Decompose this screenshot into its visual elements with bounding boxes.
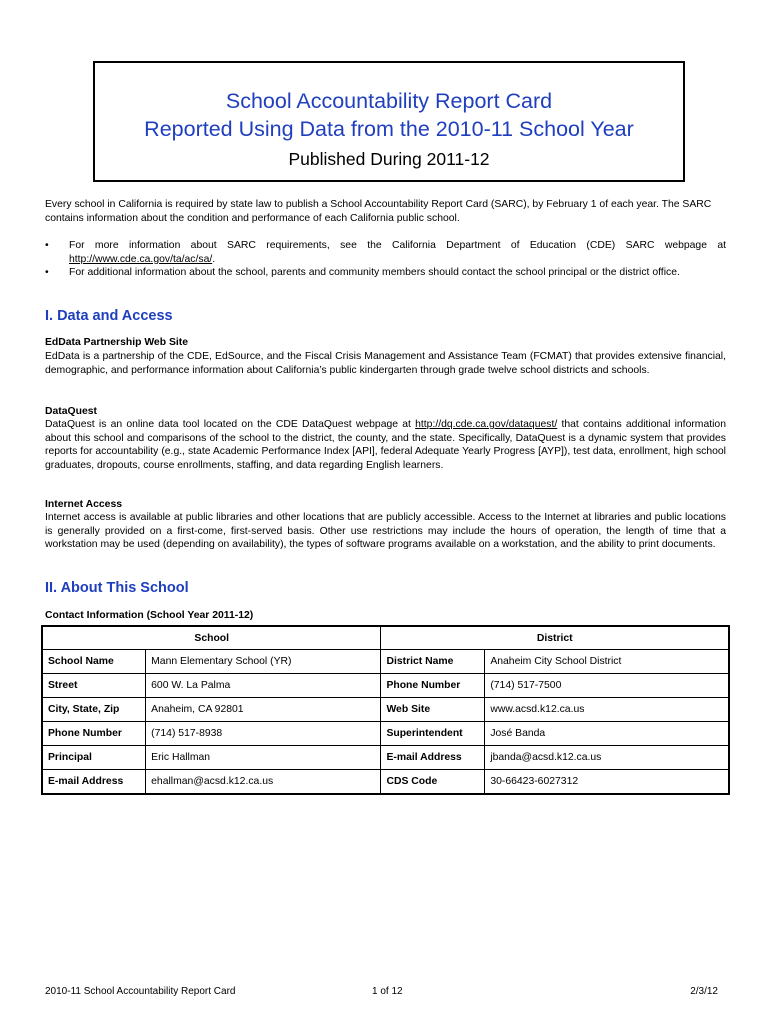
intro-bullet-contact bbox=[45, 266, 726, 280]
internet-access-paragraph: Internet access is available at public libraries and other locations that are publicly accessible. Access to the Internet at libraries and public locations is generally provided on a first-come, first-served basis. Other use restrictions may include the hours of operation, the length of time that a workstation may be used (depending on availability), the types of software programs available on a workstation, and the ability to print documents. bbox=[45, 512, 726, 550]
internet-access-heading: Internet Access bbox=[45, 499, 123, 510]
footer-date: 2/3/12 bbox=[690, 986, 718, 997]
principal-label: Principal bbox=[42, 746, 146, 770]
district-column-header: District bbox=[381, 626, 729, 650]
footer-page-number: 1 of 12 bbox=[372, 986, 403, 997]
intro-paragraph: Every school in California is required by state law to publish a School Accountability Report Card (SARC), by February 1 of each year. The SARC contains information about the condition and performance of each California public school. bbox=[45, 199, 712, 224]
sarc-webpage-link[interactable]: http://www.cde.ca.gov/ta/ac/sa/ bbox=[69, 253, 213, 265]
dataquest-heading: DataQuest bbox=[45, 406, 97, 417]
school-name-value: Mann Elementary School (YR) bbox=[146, 650, 381, 674]
publication-date: Published During 2011-12 bbox=[288, 149, 490, 169]
table-row bbox=[42, 650, 729, 674]
contact-info-table bbox=[41, 625, 730, 795]
bullet-end: . bbox=[212, 253, 216, 265]
table-row bbox=[42, 698, 729, 722]
footer-document-title: 2010-11 School Accountability Report Card bbox=[45, 986, 236, 997]
city-state-zip-label: City, State, Zip bbox=[42, 698, 146, 722]
dataquest-link[interactable]: http://dq.cde.ca.gov/dataquest/ bbox=[415, 419, 558, 430]
report-title-box bbox=[93, 61, 685, 182]
school-phone-label: Phone Number bbox=[42, 722, 146, 746]
principal-value: Eric Hallman bbox=[146, 746, 381, 770]
intro-bullet-list bbox=[45, 239, 726, 280]
district-phone-label: Phone Number bbox=[381, 674, 485, 698]
intro-bullet-sarc bbox=[45, 239, 726, 266]
school-name-label: School Name bbox=[42, 650, 146, 674]
bullet-icon: • bbox=[45, 267, 49, 278]
website-value: www.acsd.k12.ca.us bbox=[485, 698, 729, 722]
school-column-header: School bbox=[42, 626, 381, 650]
school-email-value: ehallman@acsd.k12.ca.us bbox=[146, 770, 381, 795]
table-row bbox=[42, 674, 729, 698]
city-state-zip-value: Anaheim, CA 92801 bbox=[146, 698, 381, 722]
dataquest-text-b: that contains additional information about this school and comparisons of the school to the district, the county, and the state. Specifically, DataQuest is a dynamic system that provides reports for accountability (e.g., state Academic Performance Index [API], federal Adequate Yearly Progress [AYP]), test data, enrollment, high school graduates, dropouts, course enrollments, staffing, and data regarding English learners. bbox=[45, 419, 726, 471]
table-row bbox=[42, 722, 729, 746]
table-row bbox=[42, 746, 729, 770]
district-email-value: jbanda@acsd.k12.ca.us bbox=[485, 746, 729, 770]
eddata-paragraph: EdData is a partnership of the CDE, EdSource, and the Fiscal Crisis Management and Assistance Team (FCMAT) that provides extensive financial, demographic, and performance information about California’s public kindergarten through grade twelve school districts and schools. bbox=[45, 351, 726, 376]
street-label: Street bbox=[42, 674, 146, 698]
eddata-heading: EdData Partnership Web Site bbox=[45, 337, 189, 348]
school-phone-value: (714) 517-8938 bbox=[146, 722, 381, 746]
street-value: 600 W. La Palma bbox=[146, 674, 381, 698]
bullet-icon: • bbox=[45, 240, 49, 251]
dataquest-paragraph bbox=[45, 418, 726, 472]
district-name-value: Anaheim City School District bbox=[485, 650, 729, 674]
cds-code-value: 30-66423-6027312 bbox=[485, 770, 729, 795]
bullet-text: For additional information about the school, parents and community members should contact the school principal or the district office. bbox=[69, 267, 680, 278]
district-email-label: E-mail Address bbox=[381, 746, 485, 770]
section-about-school-title: II. About This School bbox=[45, 580, 189, 596]
cds-code-label: CDS Code bbox=[381, 770, 485, 795]
superintendent-label: Superintendent bbox=[381, 722, 485, 746]
bullet-text: For more information about SARC requirements, see the California Department of Education (CDE) SARC webpage at bbox=[69, 240, 726, 251]
district-name-label: District Name bbox=[381, 650, 485, 674]
table-header-row bbox=[42, 626, 729, 650]
table-row bbox=[42, 770, 729, 795]
superintendent-value: José Banda bbox=[485, 722, 729, 746]
section-data-and-access-title: I. Data and Access bbox=[45, 308, 173, 324]
contact-info-heading: Contact Information (School Year 2011-12) bbox=[45, 610, 254, 621]
school-email-label: E-mail Address bbox=[42, 770, 146, 795]
dataquest-text-a: DataQuest is an online data tool located on the CDE DataQuest webpage at bbox=[45, 419, 416, 430]
website-label: Web Site bbox=[381, 698, 485, 722]
district-phone-value: (714) 517-7500 bbox=[485, 674, 729, 698]
report-subtitle: Reported Using Data from the 2010-11 School Year bbox=[144, 117, 634, 141]
report-title: School Accountability Report Card bbox=[225, 89, 553, 113]
